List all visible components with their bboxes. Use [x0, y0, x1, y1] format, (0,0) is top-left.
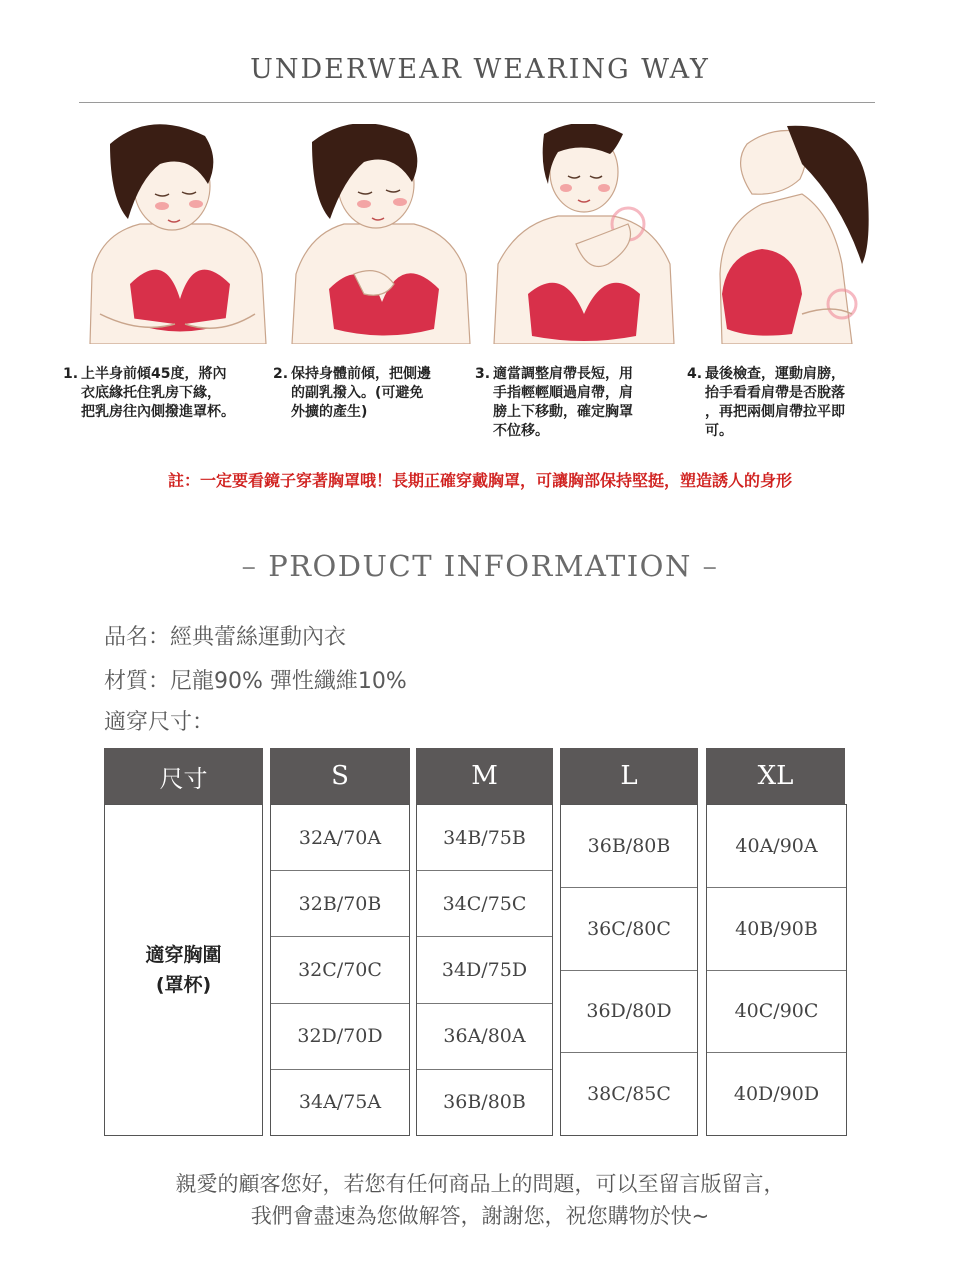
step-1-number: 1. [63, 366, 79, 382]
size-m-cell: 34D/75D [417, 936, 552, 1002]
product-name: 品名：經典蕾絲運動內衣 [104, 625, 347, 650]
size-column-s [270, 804, 410, 1136]
product-material: 材質：尼龍90% 彈性纖維10% [104, 669, 407, 694]
title-dash-right: – [702, 549, 719, 583]
size-l-cell: 38C/85C [561, 1052, 697, 1135]
product-size-label: 適穿尺寸： [104, 710, 215, 735]
size-m-cell: 34C/75C [417, 870, 552, 936]
size-header-s: S [270, 748, 410, 804]
size-header-m: M [416, 748, 553, 804]
step-4-text: 最後檢查，運動肩膀， 抬手看看肩帶是否脫落 ，再把兩側肩帶拉平即 可。 [705, 366, 845, 439]
customer-message-line1: 親愛的顧客您好，若您有任何商品上的問題，可以至留言版留言， [175, 1172, 785, 1196]
size-header-xl: XL [706, 748, 845, 804]
size-column-l [560, 804, 698, 1136]
size-s-cell: 34A/75A [271, 1069, 409, 1135]
wearing-note: 註：一定要看鏡子穿著胸罩哦！長期正確穿戴胸罩，可讓胸部保持堅挺，塑造誘人的身形 [167, 471, 792, 490]
size-s-cell: 32B/70B [271, 870, 409, 936]
step-4-number: 4. [687, 366, 703, 382]
size-column-m [416, 804, 553, 1136]
step-2-text: 保持身體前傾，把側邊 的副乳撥入。(可避免 外擴的產生) [291, 366, 431, 420]
customer-message-line2: 我們會盡速為您做解答，謝謝您，祝您購物於快~ [250, 1204, 710, 1228]
product-info-title-text: PRODUCT INFORMATION [268, 549, 692, 583]
size-l-cell: 36C/80C [561, 887, 697, 970]
size-xl-cell: 40C/90C [707, 970, 846, 1053]
size-m-cell: 36A/80A [417, 1003, 552, 1069]
step-1-text: 上半身前傾45度，將內 衣底緣托住乳房下緣， 把乳房往內側撥進罩杯。 [81, 366, 235, 420]
size-s-cell: 32C/70C [271, 936, 409, 1002]
size-row-label-cell [104, 804, 263, 1136]
size-column-xl [706, 804, 847, 1136]
size-xl-cell: 40A/90A [735, 834, 818, 857]
step-3-caption [475, 365, 675, 441]
size-s-cell: 32D/70D [271, 1003, 409, 1069]
step1-illustration [80, 124, 272, 344]
customer-message [0, 1168, 960, 1232]
size-header-corner: 尺寸 [104, 748, 263, 804]
step-1-caption [63, 365, 268, 422]
product-info-title [0, 549, 960, 583]
size-m-cell: 34B/75B [443, 826, 526, 849]
size-s-cell: 32A/70A [298, 826, 382, 849]
row-label-line1: 適穿胸圍 [145, 944, 222, 966]
step-2-number: 2. [273, 366, 289, 382]
size-l-cell: 36D/80D [561, 970, 697, 1053]
step4-illustration [692, 124, 884, 344]
size-header-l: L [560, 748, 698, 804]
step3-illustration [488, 124, 680, 344]
size-xl-cell: 40D/90D [707, 1052, 846, 1135]
step-3-number: 3. [475, 366, 491, 382]
title-dash-left: – [241, 549, 258, 583]
size-l-cell: 36B/80B [587, 834, 671, 857]
size-m-cell: 36B/80B [417, 1069, 552, 1135]
title-divider [79, 102, 875, 103]
step2-illustration [284, 124, 476, 344]
step-2-caption [273, 365, 473, 422]
step-3-text: 適當調整肩帶長短，用 手指輕輕順過肩帶，肩 膀上下移動，確定胸罩 不位移。 [493, 366, 633, 439]
row-label-line2: (罩杯) [155, 974, 212, 996]
size-xl-cell: 40B/90B [707, 887, 846, 970]
step-4-caption [687, 365, 887, 441]
wearing-title: UNDERWEAR WEARING WAY [250, 54, 710, 85]
